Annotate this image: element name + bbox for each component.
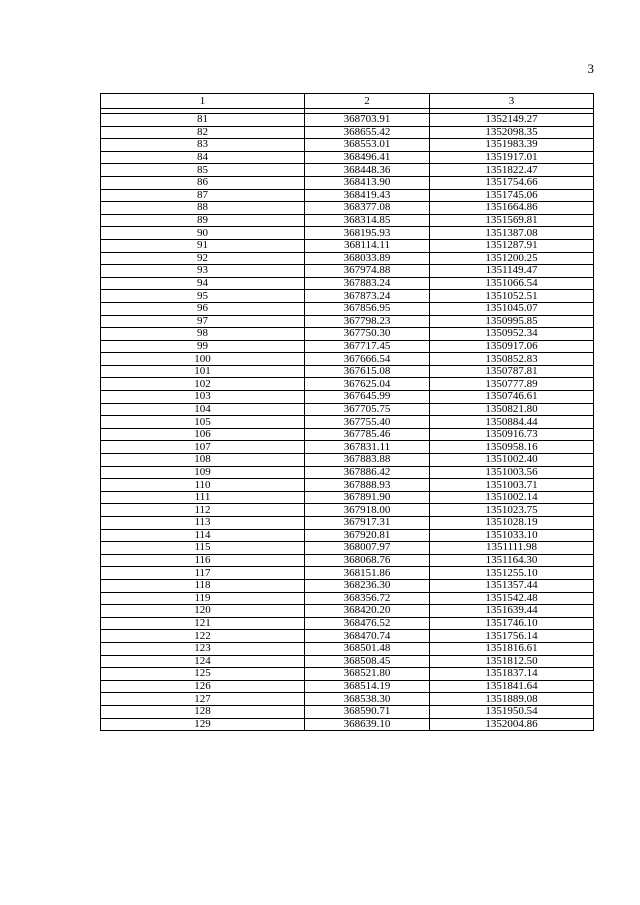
x-coordinate-cell: 368514.19	[305, 680, 430, 693]
x-coordinate-cell: 367750.30	[305, 328, 430, 341]
y-coordinate-cell: 1351052.51	[430, 290, 594, 303]
y-coordinate-cell: 1352149.27	[430, 114, 594, 127]
x-coordinate-cell: 368590.71	[305, 705, 430, 718]
table-row	[101, 139, 594, 152]
table-row	[101, 630, 594, 643]
table-row	[101, 315, 594, 328]
table-row	[101, 176, 594, 189]
point-number-cell: 92	[101, 252, 305, 265]
y-coordinate-cell: 1351066.54	[430, 277, 594, 290]
point-number-cell: 112	[101, 504, 305, 517]
table-row	[101, 441, 594, 454]
table-row	[101, 428, 594, 441]
y-coordinate-cell: 1350952.34	[430, 328, 594, 341]
table-row	[101, 214, 594, 227]
x-coordinate-cell: 367705.75	[305, 403, 430, 416]
x-coordinate-cell: 368314.85	[305, 214, 430, 227]
point-number-cell: 120	[101, 605, 305, 618]
x-coordinate-cell: 368151.86	[305, 567, 430, 580]
point-number-cell: 83	[101, 139, 305, 152]
y-coordinate-cell: 1351028.19	[430, 517, 594, 530]
table-row	[101, 705, 594, 718]
point-number-cell: 81	[101, 114, 305, 127]
x-coordinate-cell: 368553.01	[305, 139, 430, 152]
y-coordinate-cell: 1351255.10	[430, 567, 594, 580]
y-coordinate-cell: 1351950.54	[430, 705, 594, 718]
x-coordinate-cell: 368236.30	[305, 579, 430, 592]
y-coordinate-cell: 1351745.06	[430, 189, 594, 202]
table-row	[101, 378, 594, 391]
point-number-cell: 108	[101, 454, 305, 467]
table-row	[101, 340, 594, 353]
x-coordinate-cell: 367615.08	[305, 365, 430, 378]
y-coordinate-cell: 1350852.83	[430, 353, 594, 366]
x-coordinate-cell: 367918.00	[305, 504, 430, 517]
x-coordinate-cell: 367873.24	[305, 290, 430, 303]
x-coordinate-cell: 368114.11	[305, 239, 430, 252]
x-coordinate-cell: 367920.81	[305, 529, 430, 542]
table-row	[101, 617, 594, 630]
point-number-cell: 99	[101, 340, 305, 353]
y-coordinate-cell: 1350777.89	[430, 378, 594, 391]
column-header-1: 1	[101, 94, 305, 109]
point-number-cell: 105	[101, 416, 305, 429]
y-coordinate-cell: 1350746.61	[430, 391, 594, 404]
x-coordinate-cell: 368538.30	[305, 693, 430, 706]
x-coordinate-cell: 367888.93	[305, 479, 430, 492]
x-coordinate-cell: 368033.89	[305, 252, 430, 265]
table-row	[101, 655, 594, 668]
x-coordinate-cell: 367891.90	[305, 491, 430, 504]
table-row	[101, 164, 594, 177]
x-coordinate-cell: 368420.20	[305, 605, 430, 618]
point-number-cell: 106	[101, 428, 305, 441]
y-coordinate-cell: 1351822.47	[430, 164, 594, 177]
point-number-cell: 125	[101, 668, 305, 681]
point-number-cell: 121	[101, 617, 305, 630]
table-row	[101, 114, 594, 127]
x-coordinate-cell: 367755.40	[305, 416, 430, 429]
y-coordinate-cell: 1351002.14	[430, 491, 594, 504]
y-coordinate-cell: 1351002.40	[430, 454, 594, 467]
table-row	[101, 239, 594, 252]
point-number-cell: 96	[101, 302, 305, 315]
point-number-cell: 114	[101, 529, 305, 542]
point-number-cell: 117	[101, 567, 305, 580]
table-row	[101, 151, 594, 164]
point-number-cell: 122	[101, 630, 305, 643]
y-coordinate-cell: 1352098.35	[430, 126, 594, 139]
table-row	[101, 680, 594, 693]
point-number-cell: 86	[101, 176, 305, 189]
y-coordinate-cell: 1350916.73	[430, 428, 594, 441]
point-number-cell: 85	[101, 164, 305, 177]
x-coordinate-cell: 368521.80	[305, 668, 430, 681]
column-header-2: 2	[305, 94, 430, 109]
y-coordinate-cell: 1350884.44	[430, 416, 594, 429]
y-coordinate-cell: 1351664.86	[430, 202, 594, 215]
table-row	[101, 189, 594, 202]
x-coordinate-cell: 368007.97	[305, 542, 430, 555]
point-number-cell: 82	[101, 126, 305, 139]
table-row	[101, 592, 594, 605]
point-number-cell: 84	[101, 151, 305, 164]
point-number-cell: 126	[101, 680, 305, 693]
x-coordinate-cell: 367785.46	[305, 428, 430, 441]
x-coordinate-cell: 367625.04	[305, 378, 430, 391]
y-coordinate-cell: 1351033.10	[430, 529, 594, 542]
y-coordinate-cell: 1351287.91	[430, 239, 594, 252]
column-header-3: 3	[430, 94, 594, 109]
point-number-cell: 113	[101, 517, 305, 530]
y-coordinate-cell: 1351746.10	[430, 617, 594, 630]
y-coordinate-cell: 1351983.39	[430, 139, 594, 152]
x-coordinate-cell: 368356.72	[305, 592, 430, 605]
point-number-cell: 115	[101, 542, 305, 555]
x-coordinate-cell: 367883.88	[305, 454, 430, 467]
table-row	[101, 126, 594, 139]
y-coordinate-cell: 1351045.07	[430, 302, 594, 315]
table-row	[101, 567, 594, 580]
point-number-cell: 103	[101, 391, 305, 404]
table-row	[101, 353, 594, 366]
point-number-cell: 104	[101, 403, 305, 416]
point-number-cell: 93	[101, 265, 305, 278]
table-row	[101, 265, 594, 278]
x-coordinate-cell: 367645.99	[305, 391, 430, 404]
y-coordinate-cell: 1351164.30	[430, 554, 594, 567]
table-row	[101, 517, 594, 530]
x-coordinate-cell: 368377.08	[305, 202, 430, 215]
x-coordinate-cell: 368655.42	[305, 126, 430, 139]
point-number-cell: 110	[101, 479, 305, 492]
point-number-cell: 124	[101, 655, 305, 668]
x-coordinate-cell: 367917.31	[305, 517, 430, 530]
x-coordinate-cell: 368703.91	[305, 114, 430, 127]
x-coordinate-cell: 368068.76	[305, 554, 430, 567]
table-row	[101, 479, 594, 492]
y-coordinate-cell: 1350995.85	[430, 315, 594, 328]
point-number-cell: 111	[101, 491, 305, 504]
table-row	[101, 328, 594, 341]
point-number-cell: 90	[101, 227, 305, 240]
table-row	[101, 277, 594, 290]
x-coordinate-cell: 367856.95	[305, 302, 430, 315]
y-coordinate-cell: 1351387.08	[430, 227, 594, 240]
y-coordinate-cell: 1351149.47	[430, 265, 594, 278]
x-coordinate-cell: 368195.93	[305, 227, 430, 240]
table-row	[101, 403, 594, 416]
point-number-cell: 128	[101, 705, 305, 718]
x-coordinate-cell: 368419.43	[305, 189, 430, 202]
y-coordinate-cell: 1351111.98	[430, 542, 594, 555]
y-coordinate-cell: 1350787.81	[430, 365, 594, 378]
y-coordinate-cell: 1350958.16	[430, 441, 594, 454]
point-number-cell: 97	[101, 315, 305, 328]
x-coordinate-cell: 368496.41	[305, 151, 430, 164]
x-coordinate-cell: 367974.88	[305, 265, 430, 278]
y-coordinate-cell: 1351812.50	[430, 655, 594, 668]
point-number-cell: 101	[101, 365, 305, 378]
point-number-cell: 94	[101, 277, 305, 290]
point-number-cell: 89	[101, 214, 305, 227]
page-number: 3	[587, 61, 594, 76]
table-row	[101, 554, 594, 567]
y-coordinate-cell: 1351003.71	[430, 479, 594, 492]
x-coordinate-cell: 368470.74	[305, 630, 430, 643]
y-coordinate-cell: 1351357.44	[430, 579, 594, 592]
x-coordinate-cell: 368476.52	[305, 617, 430, 630]
point-number-cell: 107	[101, 441, 305, 454]
table-row	[101, 605, 594, 618]
point-number-cell: 119	[101, 592, 305, 605]
y-coordinate-cell: 1351841.64	[430, 680, 594, 693]
y-coordinate-cell: 1350917.06	[430, 340, 594, 353]
x-coordinate-cell: 367798.23	[305, 315, 430, 328]
point-number-cell: 127	[101, 693, 305, 706]
table-row	[101, 416, 594, 429]
x-coordinate-cell: 368448.36	[305, 164, 430, 177]
x-coordinate-cell: 367886.42	[305, 466, 430, 479]
coordinates-table	[100, 93, 594, 731]
y-coordinate-cell: 1351754.66	[430, 176, 594, 189]
point-number-cell: 116	[101, 554, 305, 567]
table-row	[101, 693, 594, 706]
x-coordinate-cell: 368508.45	[305, 655, 430, 668]
point-number-cell: 88	[101, 202, 305, 215]
x-coordinate-cell: 368501.48	[305, 642, 430, 655]
y-coordinate-cell: 1351837.14	[430, 668, 594, 681]
y-coordinate-cell: 1351639.44	[430, 605, 594, 618]
y-coordinate-cell: 1351816.61	[430, 642, 594, 655]
table-row	[101, 252, 594, 265]
y-coordinate-cell: 1350821.80	[430, 403, 594, 416]
table-row	[101, 491, 594, 504]
table-row	[101, 202, 594, 215]
table-row	[101, 227, 594, 240]
x-coordinate-cell: 367831.11	[305, 441, 430, 454]
table-row	[101, 302, 594, 315]
x-coordinate-cell: 367883.24	[305, 277, 430, 290]
table-row	[101, 391, 594, 404]
y-coordinate-cell: 1351917.01	[430, 151, 594, 164]
table-row	[101, 290, 594, 303]
point-number-cell: 98	[101, 328, 305, 341]
x-coordinate-cell: 367717.45	[305, 340, 430, 353]
x-coordinate-cell: 367666.54	[305, 353, 430, 366]
table-row	[101, 466, 594, 479]
point-number-cell: 100	[101, 353, 305, 366]
table-row	[101, 454, 594, 467]
point-number-cell: 102	[101, 378, 305, 391]
y-coordinate-cell: 1351889.08	[430, 693, 594, 706]
table-row	[101, 642, 594, 655]
table-row	[101, 668, 594, 681]
point-number-cell: 91	[101, 239, 305, 252]
y-coordinate-cell: 1351023.75	[430, 504, 594, 517]
table-row	[101, 542, 594, 555]
point-number-cell: 95	[101, 290, 305, 303]
y-coordinate-cell: 1351003.56	[430, 466, 594, 479]
y-coordinate-cell: 1352004.86	[430, 718, 594, 731]
point-number-cell: 87	[101, 189, 305, 202]
point-number-cell: 129	[101, 718, 305, 731]
point-number-cell: 123	[101, 642, 305, 655]
point-number-cell: 109	[101, 466, 305, 479]
table-row	[101, 365, 594, 378]
y-coordinate-cell: 1351200.25	[430, 252, 594, 265]
table-row	[101, 504, 594, 517]
table-body	[101, 109, 594, 731]
point-number-cell: 118	[101, 579, 305, 592]
x-coordinate-cell: 368639.10	[305, 718, 430, 731]
y-coordinate-cell: 1351542.48	[430, 592, 594, 605]
table-row	[101, 529, 594, 542]
table-row	[101, 579, 594, 592]
y-coordinate-cell: 1351569.81	[430, 214, 594, 227]
table-row	[101, 718, 594, 731]
y-coordinate-cell: 1351756.14	[430, 630, 594, 643]
table-header-row	[101, 94, 594, 109]
x-coordinate-cell: 368413.90	[305, 176, 430, 189]
